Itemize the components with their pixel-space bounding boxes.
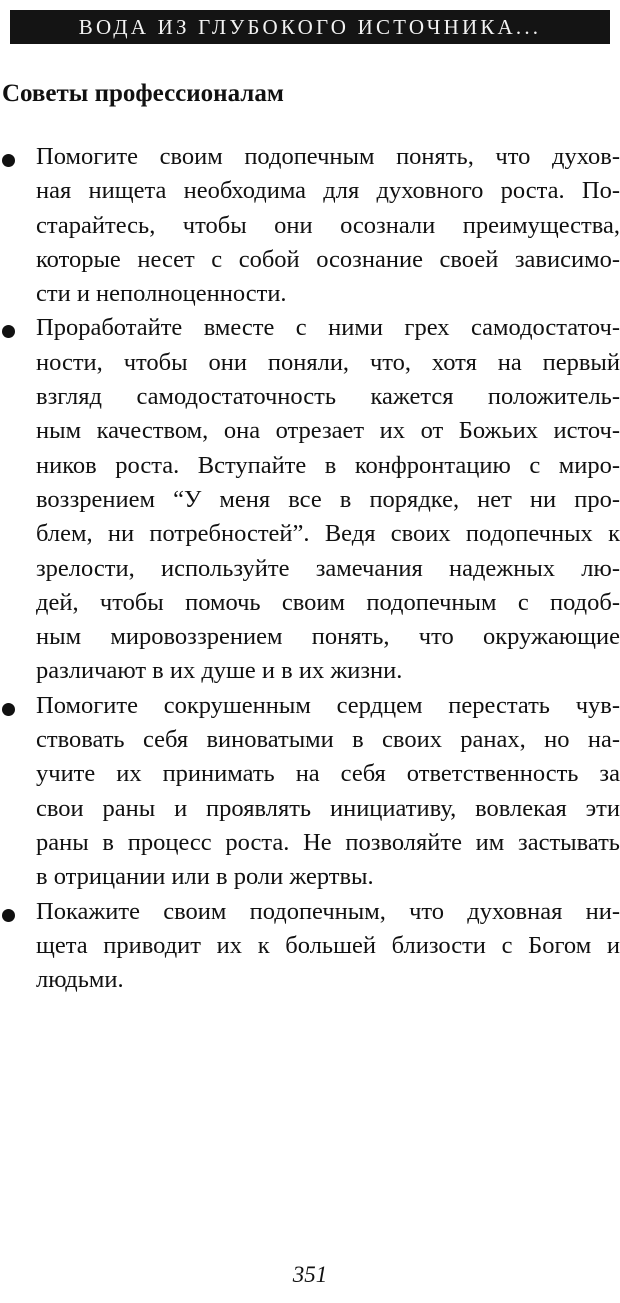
tip-line: которые несет с собой осознание своей зависимо- <box>36 245 620 273</box>
tip-line: блем, ни потребностей”. Ведя своих подопечных к <box>36 520 620 548</box>
tip-line: в отрицании или в роли жертвы. <box>36 863 374 891</box>
tip-line: ным качеством, она отрезает их от Божьих источ- <box>36 417 620 445</box>
tip-line: людьми. <box>36 966 124 994</box>
tip-line: ная нищета необходима для духовного роста. По- <box>36 177 620 205</box>
section-title: Советы профессионалам <box>2 80 284 107</box>
tip-line: Помогите сокрушенным сердцем перестать чув- <box>36 691 620 719</box>
tip-line: свои раны и проявлять инициативу, вовлекая эти <box>36 794 620 822</box>
tip-item <box>0 689 620 895</box>
tip-line: зрелости, используйте замечания надежных лю- <box>36 554 620 582</box>
bullet-icon <box>2 703 15 716</box>
tip-line: раны в процесс роста. Не позволяйте им застывать <box>36 828 620 856</box>
tip-line: ников роста. Вступайте в конфронтацию с миро- <box>36 451 620 479</box>
tip-item <box>0 895 620 998</box>
tip-item <box>0 311 620 688</box>
tip-item <box>0 140 620 311</box>
tip-line: щета приводит их к большей близости с Богом и <box>36 931 620 959</box>
tip-line: Помогите своим подопечным понять, что духов- <box>36 143 620 170</box>
tip-line: учите их принимать на себя ответственность за <box>36 760 620 788</box>
tip-line: различают в их душе и в их жизни. <box>36 657 403 685</box>
tip-line: ствовать себя виноватыми в своих ранах, но на- <box>36 726 620 754</box>
tip-line: ности, чтобы они поняли, что, хотя на первый <box>36 348 620 376</box>
tip-line: старайтесь, чтобы они осознали преимущества, <box>36 211 620 239</box>
tip-line: Покажите своим подопечным, что духовная ни- <box>36 897 620 925</box>
page-number: 351 <box>292 1262 328 1287</box>
tip-line: взгляд самодостаточность кажется положитель- <box>36 383 620 411</box>
bullet-icon <box>2 909 15 922</box>
bullet-icon <box>2 154 15 167</box>
tip-line: Проработайте вместе с ними грех самодостаточ- <box>36 314 620 342</box>
tip-line: воззрением “У меня все в порядке, нет ни про- <box>36 485 620 513</box>
tips-list <box>0 140 620 997</box>
running-header <box>10 10 610 44</box>
tip-line: ным мировоззрением понять, что окружающие <box>36 623 620 651</box>
tip-line: сти и неполноценности. <box>36 280 287 308</box>
running-header-title: ВОДА ИЗ ГЛУБОКОГО ИСТОЧНИКА... <box>78 14 542 39</box>
tip-line: дей, чтобы помочь своим подопечным с подоб- <box>36 588 620 616</box>
bullet-icon <box>2 325 15 338</box>
